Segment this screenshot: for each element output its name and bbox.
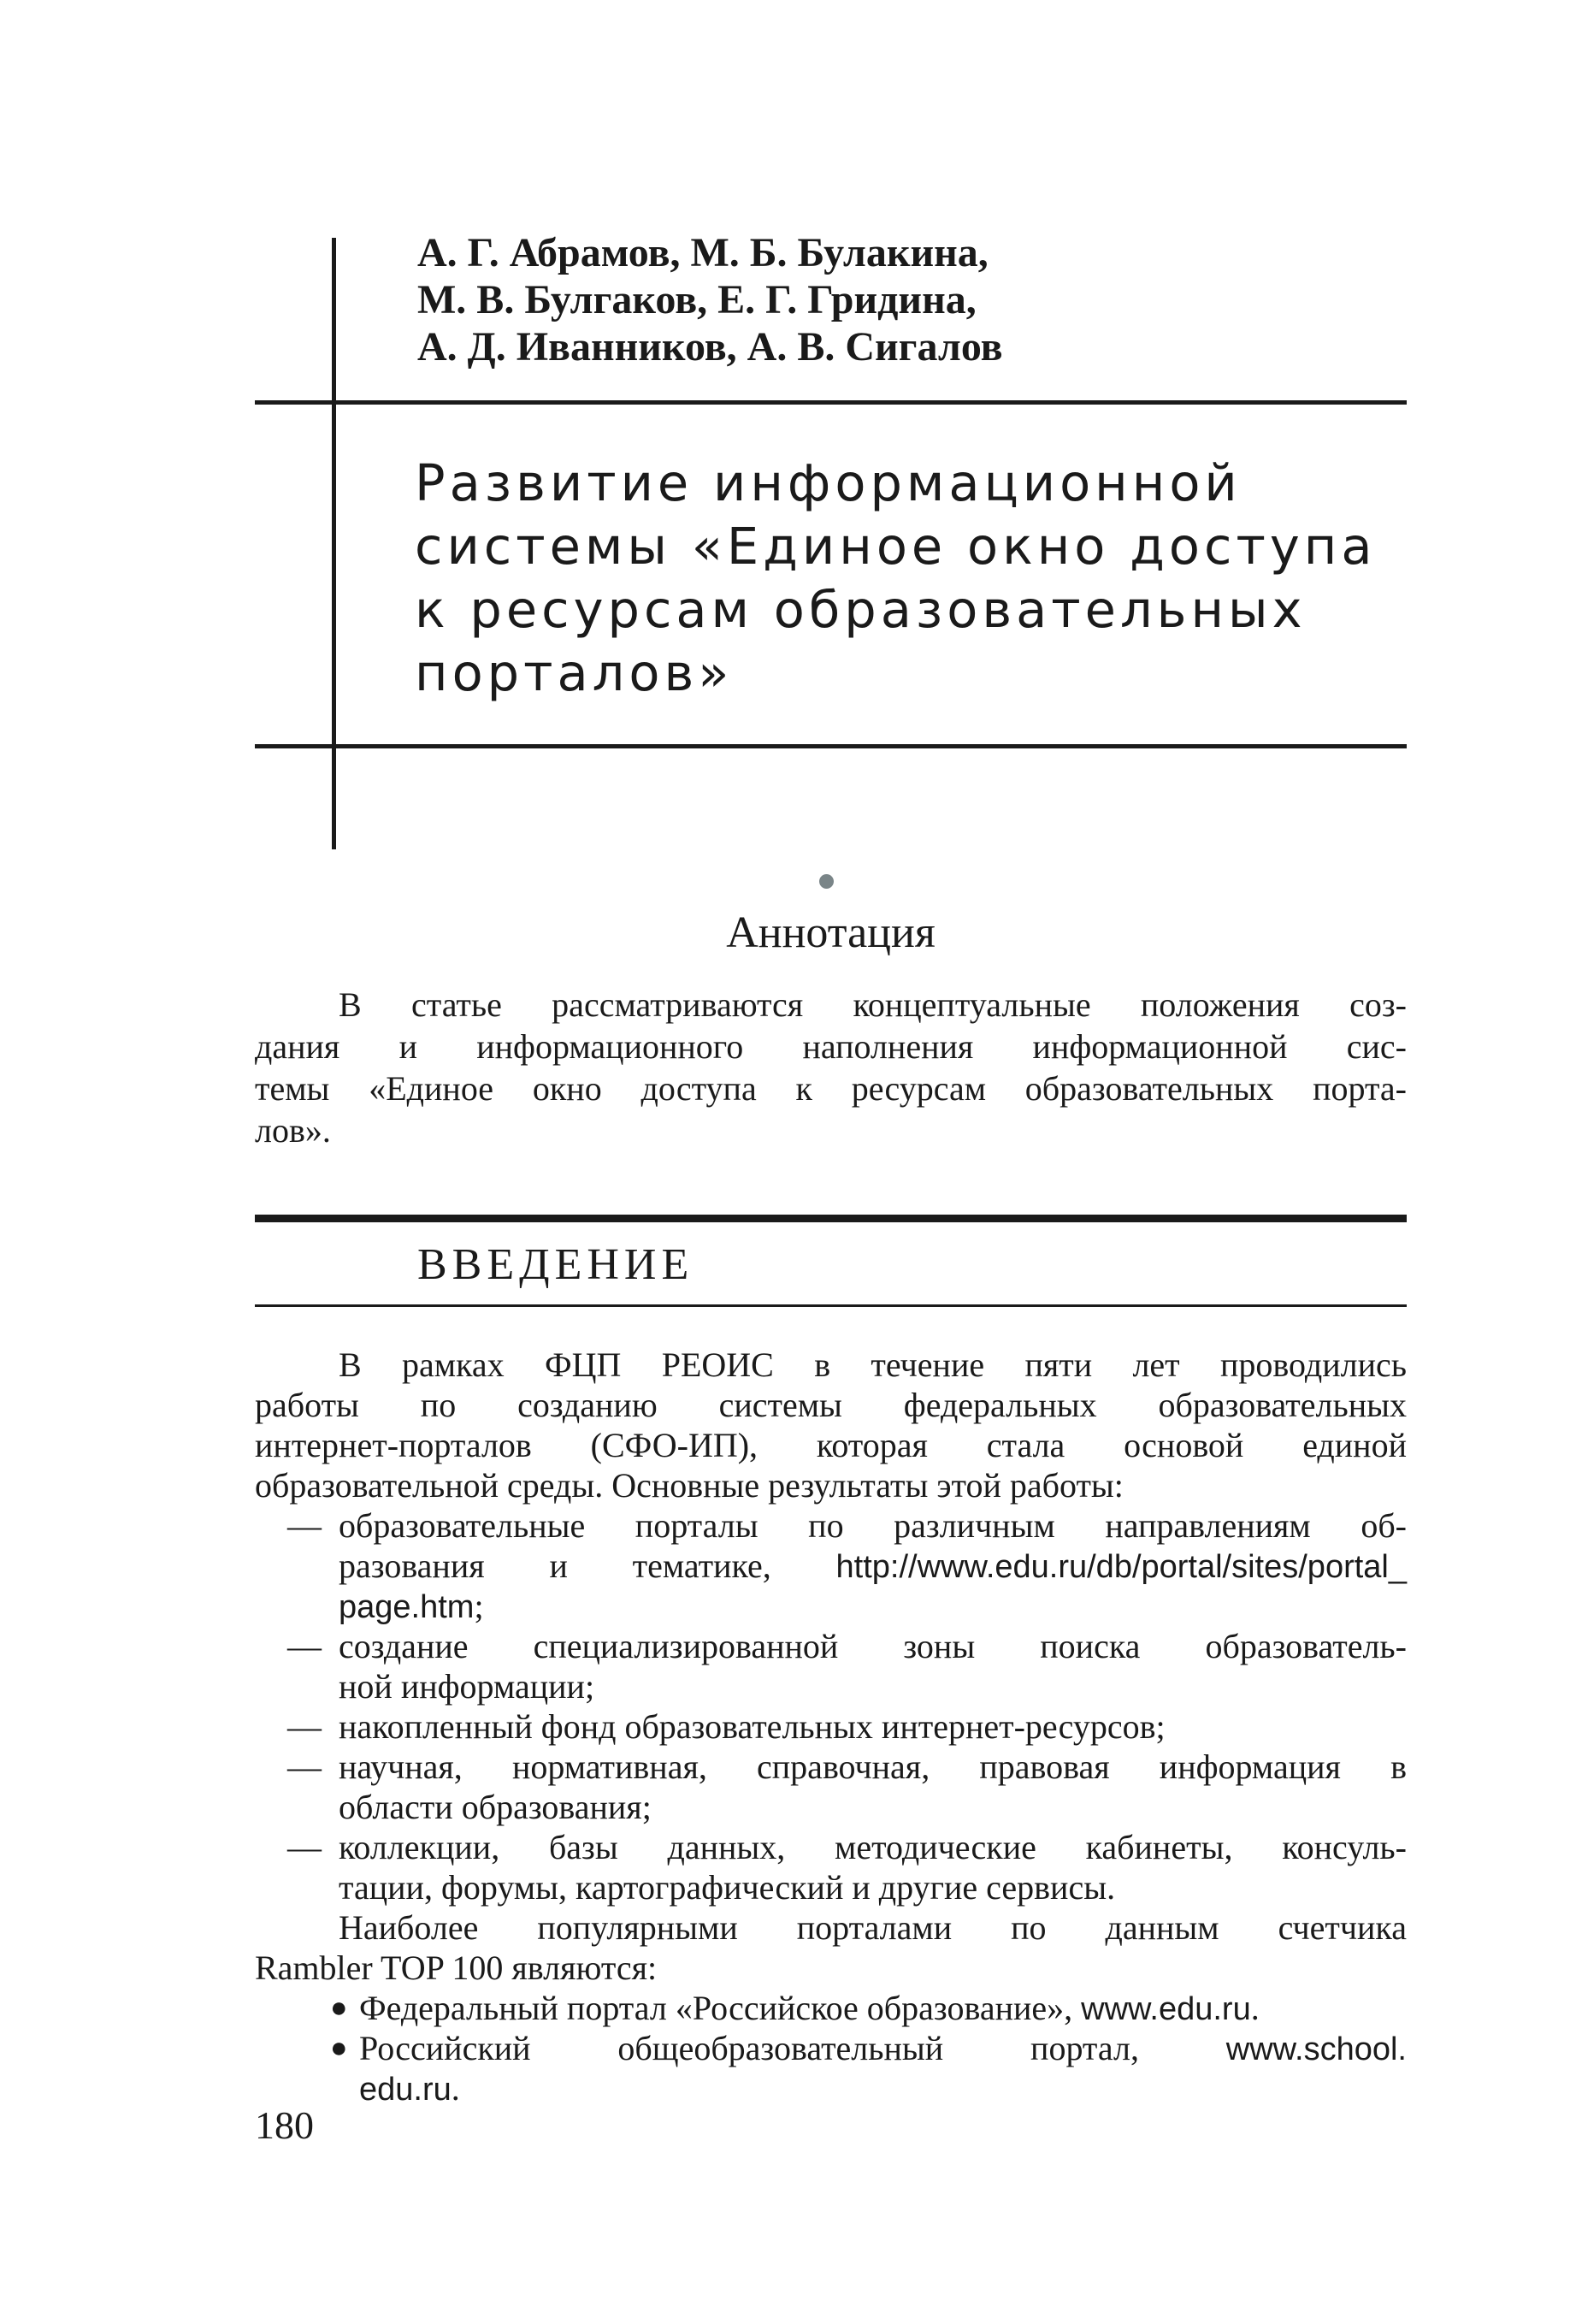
annotation-line: лов». [255, 1111, 331, 1150]
paragraph-line: Rambler TOP 100 являются: [255, 1948, 658, 1987]
bullet-marker: ● [330, 2032, 348, 2064]
paragraph-line: образовательной среды. Основные результаты этой работы: [255, 1466, 1124, 1505]
portal-url[interactable]: www.edu.ru [1081, 1991, 1251, 2027]
portal-url[interactable]: page.htm [339, 1589, 475, 1625]
separator-dot [819, 874, 834, 889]
portal-url[interactable]: http://www.edu.ru/db/portal/sites/portal_ [835, 1549, 1407, 1585]
list-line [339, 1586, 1407, 1626]
annotation-heading: Аннотация [726, 908, 936, 957]
list-text: разования и тематике, [339, 1546, 836, 1585]
list-line: образовательные порталы по различным направлениям об- [339, 1506, 1407, 1545]
paragraph-line: В рамках ФЦП РЕОИС в течение пяти лет проводились [339, 1345, 1407, 1384]
dash-marker: — [287, 1627, 322, 1665]
list-line: области образования; [339, 1788, 652, 1826]
bullet-item [255, 1988, 1407, 2028]
bullet-text: . [451, 2069, 460, 2108]
bullet-text: . [1250, 1989, 1260, 2027]
authors-block [417, 229, 1409, 370]
bullet-text: Федеральный портал «Российское образование», [359, 1989, 1082, 2027]
bullet-item [255, 2028, 1407, 2108]
horizontal-rule-bottom [255, 744, 1407, 748]
list-line: создание специализированной зоны поиска образователь- [339, 1627, 1407, 1665]
page-number: 180 [255, 2103, 314, 2147]
title-line: порталов» [415, 643, 734, 702]
bullet-line [333, 2068, 1407, 2108]
annotation-line: дания и информационного наполнения информационной сис- [255, 1027, 1407, 1066]
list-line: коллекции, базы данных, методические кабинеты, консуль- [339, 1828, 1407, 1866]
list-line: ной информации; [339, 1667, 595, 1706]
list-text: ; [474, 1587, 484, 1625]
bullet-text: Российский общеобразовательный портал, [359, 2029, 1226, 2067]
annotation-line: темы «Единое окно доступа к ресурсам образовательных порта- [255, 1069, 1407, 1108]
list-item [255, 1626, 1407, 1706]
bullet-line [333, 2028, 1407, 2068]
authors-line: А. Г. Абрамов, М. Б. Булакина, [417, 230, 989, 275]
bullet-marker: ● [330, 1992, 348, 2024]
list-item [255, 1505, 1407, 1626]
list-item [255, 1706, 1407, 1747]
horizontal-rule-top [255, 400, 1407, 405]
list-item [255, 1747, 1407, 1827]
authors-line: М. В. Булгаков, Е. Г. Гридина, [417, 277, 977, 322]
section-body [255, 1345, 1407, 2108]
section-heading: ВВЕДЕНИЕ [417, 1240, 694, 1289]
dash-marker: — [287, 1506, 322, 1545]
authors-line: А. Д. Иванников, А. В. Сигалов [417, 324, 1003, 370]
bullet-line [333, 1988, 1407, 2028]
paragraph-line: Наиболее популярными порталами по данным счетчика [339, 1908, 1407, 1947]
article-title [415, 452, 1407, 705]
title-line: Развитие информационной [415, 453, 1242, 512]
portal-url[interactable]: edu.ru [359, 2072, 452, 2108]
annotation-body [255, 984, 1407, 1151]
portal-url[interactable]: www.school. [1225, 2031, 1407, 2067]
list-line: научная, нормативная, справочная, правовая информация в [339, 1747, 1407, 1786]
list-line [339, 1546, 1407, 1586]
list-item [255, 1827, 1407, 1907]
vertical-rule [332, 238, 336, 849]
title-line: системы «Единое окно доступа [415, 517, 1377, 576]
list-line: тации, форумы, картографический и другие сервисы. [339, 1868, 1116, 1907]
annotation-line: В статье рассматриваются концептуальные положения соз- [339, 985, 1407, 1024]
paragraph-line: работы по созданию системы федеральных образовательных [255, 1386, 1407, 1424]
paragraph-line: интернет-порталов (СФО-ИП), которая стала основой единой [255, 1426, 1407, 1464]
list-line: накопленный фонд образовательных интернет-ресурсов; [339, 1707, 1166, 1746]
section-rule-thin [255, 1304, 1407, 1307]
section-rule-thick [255, 1215, 1407, 1222]
title-line: к ресурсам образовательных [415, 580, 1307, 639]
dash-marker: — [287, 1747, 322, 1786]
dash-marker: — [287, 1707, 322, 1746]
dash-marker: — [287, 1828, 322, 1866]
